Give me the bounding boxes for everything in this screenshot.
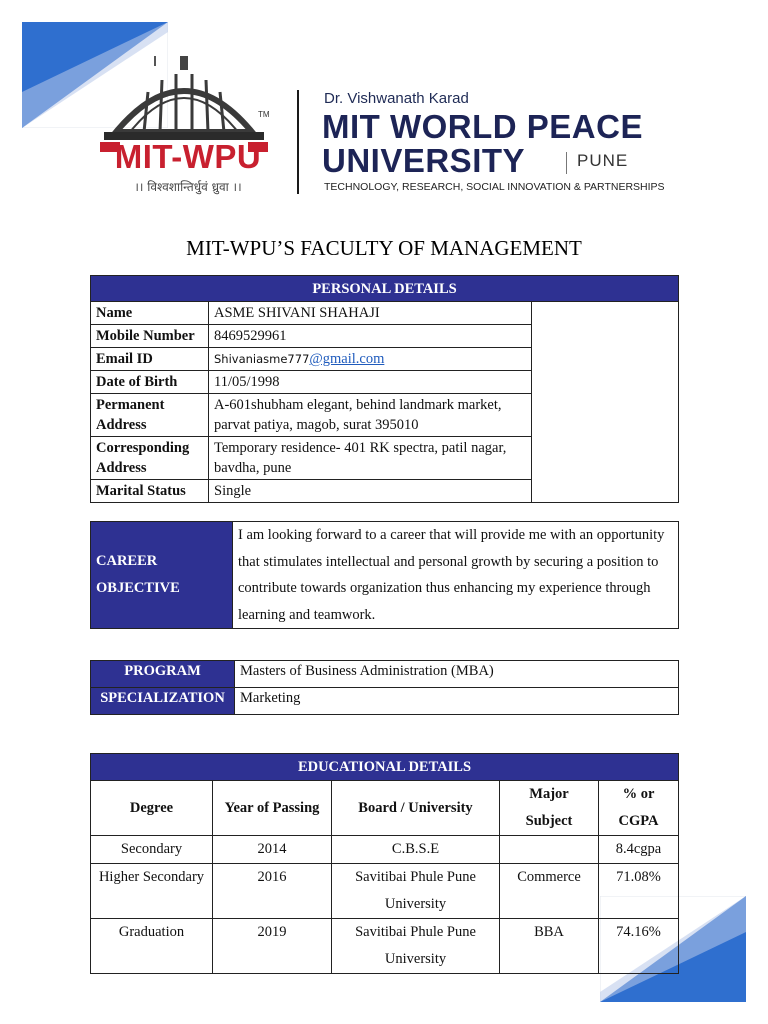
board-cell: Savitibai Phule Pune University bbox=[332, 919, 500, 974]
degree-cell: Graduation bbox=[91, 919, 213, 974]
university-name-line1: MIT WORLD PEACE bbox=[322, 108, 643, 145]
corresponding-address-label: Corresponding Address bbox=[91, 437, 209, 480]
marital-status-value: Single bbox=[209, 480, 532, 503]
score-cell: 71.08% bbox=[599, 864, 679, 919]
table-row bbox=[91, 688, 679, 715]
dob-value: 11/05/1998 bbox=[209, 371, 532, 394]
table-row bbox=[91, 836, 679, 864]
mobile-label: Mobile Number bbox=[91, 325, 209, 348]
major-cell: Commerce bbox=[500, 864, 599, 919]
permanent-address-value: A-601shubham elegant, behind landmark market, parvat patiya, magob, surat 395010 bbox=[209, 394, 532, 437]
table-row bbox=[91, 302, 679, 325]
permanent-address-label: Permanent Address bbox=[91, 394, 209, 437]
logo-motto: ।। विश्वशान्तिर्धुवं ध्रुवा ।। bbox=[134, 180, 242, 194]
score-cell: 74.16% bbox=[599, 919, 679, 974]
program-table bbox=[90, 660, 679, 715]
photo-cell bbox=[532, 302, 679, 503]
personal-details-heading: PERSONAL DETAILS bbox=[91, 276, 679, 302]
year-cell: 2014 bbox=[213, 836, 332, 864]
board-header: Board / University bbox=[332, 781, 500, 836]
score-header: % or CGPA bbox=[599, 781, 679, 836]
score-cell: 8.4cgpa bbox=[599, 836, 679, 864]
dob-label: Date of Birth bbox=[91, 371, 209, 394]
university-tagline: TECHNOLOGY, RESEARCH, SOCIAL INNOVATION & PARTNERSHIPS bbox=[324, 181, 665, 193]
board-cell: Savitibai Phule Pune University bbox=[332, 864, 500, 919]
trademark-mark: TM bbox=[258, 110, 270, 119]
logo-wordmark: MIT-WPU bbox=[114, 138, 262, 175]
degree-cell: Secondary bbox=[91, 836, 213, 864]
university-name-line2: UNIVERSITY bbox=[322, 142, 526, 179]
program-value: Masters of Business Administration (MBA) bbox=[235, 661, 679, 688]
degree-header: Degree bbox=[91, 781, 213, 836]
personal-details-table bbox=[90, 275, 679, 503]
university-prefix: Dr. Vishwanath Karad bbox=[324, 90, 469, 107]
table-row bbox=[91, 661, 679, 688]
year-cell: 2016 bbox=[213, 864, 332, 919]
city-separator bbox=[566, 152, 567, 174]
board-cell: C.B.S.E bbox=[332, 836, 500, 864]
table-row bbox=[91, 864, 679, 919]
email-link[interactable]: @gmail.com bbox=[309, 351, 385, 367]
table-row bbox=[91, 919, 679, 974]
major-header: Major Subject bbox=[500, 781, 599, 836]
degree-cell: Higher Secondary bbox=[91, 864, 213, 919]
career-objective-table bbox=[90, 521, 679, 629]
program-label: PROGRAM bbox=[91, 661, 235, 688]
major-cell: BBA bbox=[500, 919, 599, 974]
university-city: PUNE bbox=[577, 151, 629, 170]
major-cell bbox=[500, 836, 599, 864]
email-value bbox=[209, 348, 532, 371]
marital-status-label: Marital Status bbox=[91, 480, 209, 503]
table-header-row bbox=[91, 781, 679, 836]
corresponding-address-value: Temporary residence- 401 RK spectra, patil nagar, bavdha, pune bbox=[209, 437, 532, 480]
mobile-value: 8469529961 bbox=[209, 325, 532, 348]
educational-details-table bbox=[90, 753, 679, 974]
page-title: MIT-WPU’S FACULTY OF MANAGEMENT bbox=[186, 236, 582, 260]
specialization-value: Marketing bbox=[235, 688, 679, 715]
header-divider bbox=[297, 90, 299, 194]
name-value: ASME SHIVANI SHAHAJI bbox=[209, 302, 532, 325]
specialization-label: SPECIALIZATION bbox=[91, 688, 235, 715]
name-label: Name bbox=[91, 302, 209, 325]
email-label: Email ID bbox=[91, 348, 209, 371]
career-objective-label: CAREER OBJECTIVE bbox=[91, 522, 233, 629]
email-user: Shivaniasme777 bbox=[214, 352, 310, 366]
educational-details-heading: EDUCATIONAL DETAILS bbox=[91, 754, 679, 781]
career-objective-text: I am looking forward to a career that will provide me with an opportunity that stimulates intellectual and personal growth by securing a position to contribute towards organization thus enhancing my experience through learning and teamwork. bbox=[233, 522, 679, 629]
year-cell: 2019 bbox=[213, 919, 332, 974]
year-header: Year of Passing bbox=[213, 781, 332, 836]
